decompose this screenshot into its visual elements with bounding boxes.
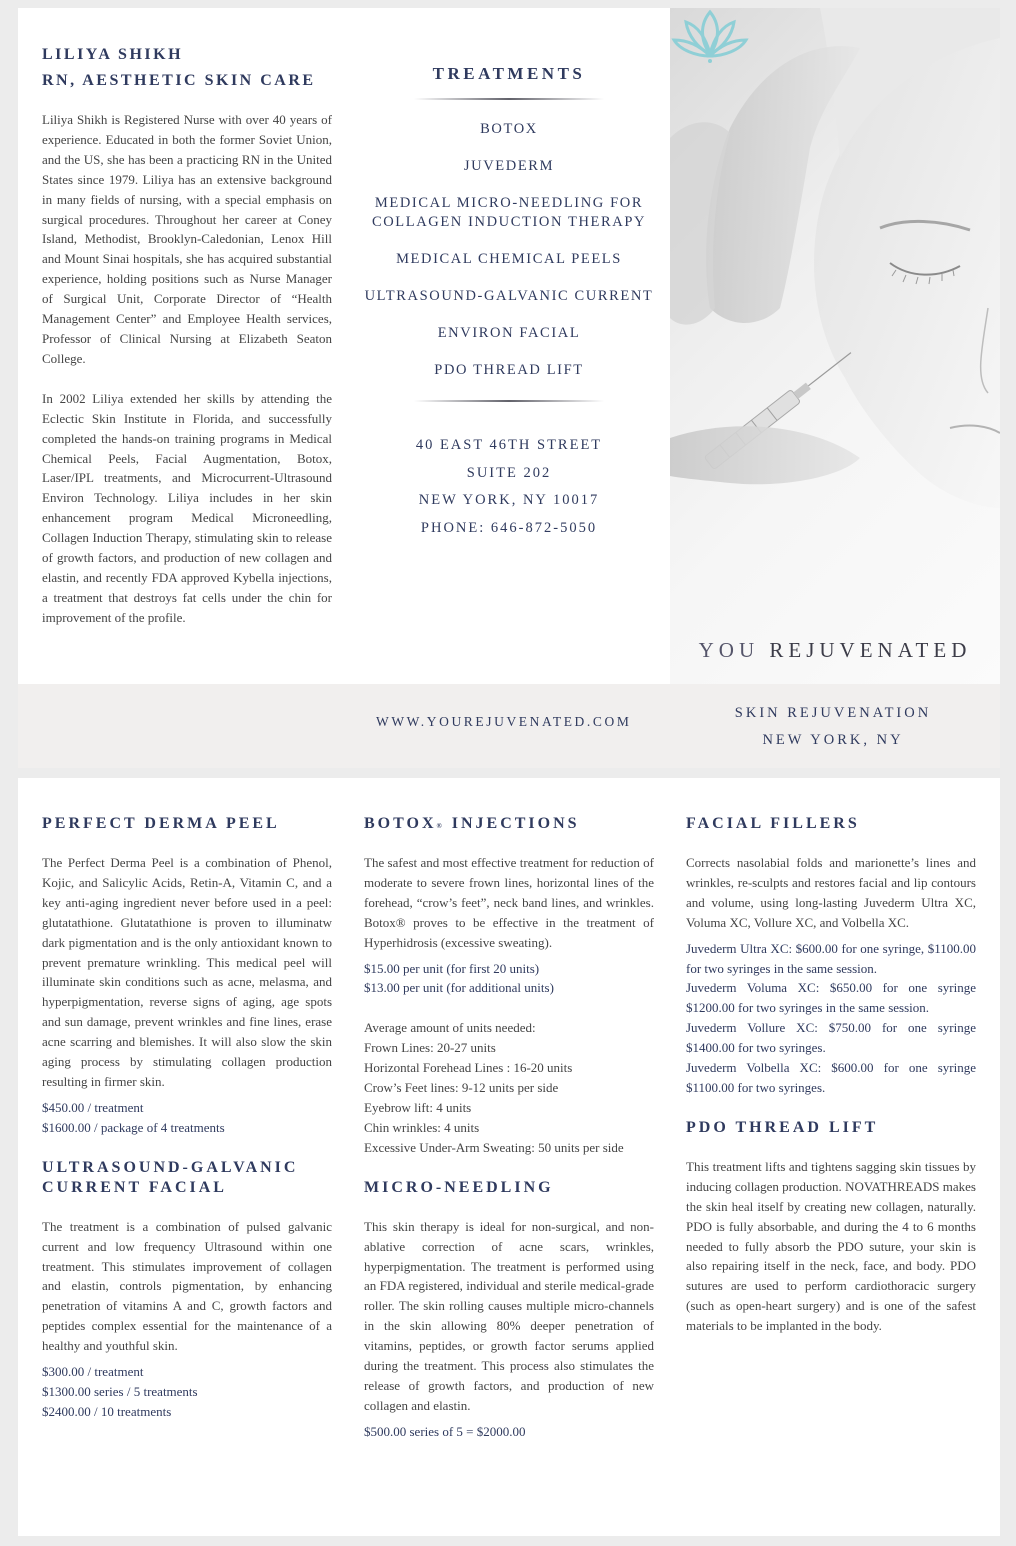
address-block bbox=[358, 432, 660, 542]
units-item: Crow’s Feet lines: 9-12 units per side bbox=[364, 1080, 559, 1096]
tagline-line-1: SKIN REJUVENATION bbox=[734, 705, 932, 721]
bio-column bbox=[42, 42, 332, 628]
divider bbox=[414, 98, 604, 100]
footer-band bbox=[18, 684, 1000, 768]
treatments-title: TREATMENTS bbox=[432, 64, 586, 83]
registered-mark: ® bbox=[436, 822, 445, 830]
units-item: Excessive Under-Arm Sweating: 50 units per side bbox=[364, 1139, 624, 1155]
brand-word-2: REJUVENATED bbox=[769, 638, 972, 662]
lotus-icon bbox=[670, 8, 750, 64]
price-line: $450.00 / treatment bbox=[42, 1099, 144, 1115]
price-line: Juvederm Vollure XC: $750.00 for one syringe $1400.00 for two syringes. bbox=[686, 1020, 976, 1056]
section-body: The Perfect Derma Peel is a combination of Phenol, Kojic, and Salicylic Acids, Retin-A, Vitamin C, and a key anti-aging ingredient never before used in a peel: glutatathione. Glutatathione is proven to illuminatw dark pigmentation and is the only antioxidant known to prevent premature wrinkling. This medical peel will illuminate skin conditions such as acne, melasma, and hyperpigmentation, reverse signs of aging, age spots and sun damage, prevent wrinkles and fine lines, erase acne scarring and blemishes. It will also slow the skin aging process by stimulating collagen production resulting in firmer skin. bbox=[42, 855, 332, 1089]
units-item: Frown Lines: 20-27 units bbox=[364, 1040, 496, 1056]
section-body: This treatment lifts and tightens sagging skin tissues by inducing collagen production. NOVATHREADS makes the skin heal itself by creating new collagen, naturally. PDO is fully absorbable, and during the 4 to 6 months needed to fully absorb the PDO suture, your skin is also repairing itself in the neck, face, and body. PDO sutures are used to perform cardiothoracic surgery (such as open-heart surgery) and is one of the safest materials to be implanted in the body. bbox=[686, 1158, 976, 1334]
treatment-item: MEDICAL MICRO-NEEDLING FOR COLLAGEN INDUCTION THERAPY bbox=[371, 195, 647, 230]
price-line: $13.00 per unit (for additional units) bbox=[364, 980, 554, 996]
tagline-line-2: NEW YORK, NY bbox=[762, 732, 904, 748]
section-microneedling bbox=[364, 1178, 654, 1442]
botox-title-suffix: INJECTIONS bbox=[444, 815, 580, 832]
column-right bbox=[686, 814, 976, 1336]
address-street: 40 EAST 46TH STREET bbox=[415, 437, 603, 453]
treatment-item: PDO THREAD LIFT bbox=[434, 362, 584, 378]
price-line: $1300.00 series / 5 treatments bbox=[42, 1383, 198, 1399]
bio-paragraph-2: In 2002 Liliya extended her skills by attending the Eclectic Skin Institute in Florida, and successfully completed the hands-on training programs in Medical Chemical Peels, Facial Augmentation, Botox, Laser/IPL treatments, and Microcurrent-Ultrasound Environ Technology. Liliya includes in her skin enhancement program Medical Microneedling, Collagen Induction Therapy, stimulating skin to release of growth factors, and production of new collagen and elastin, and recently FDA approved Kybella injections, a treatment that destroys fat cells under the chin for improvement of the profile. bbox=[42, 390, 332, 625]
price-line: $500.00 series of 5 = $2000.00 bbox=[364, 1423, 526, 1439]
price-line: $1600.00 / package of 4 treatments bbox=[42, 1119, 225, 1135]
column-middle bbox=[364, 814, 654, 1442]
section-title: PDO THREAD LIFT bbox=[686, 1118, 879, 1136]
divider bbox=[414, 400, 604, 402]
section-body: This skin therapy is ideal for non-surgical, and non-ablative correction of acne scars, wrinkles, hyperpigmentation. The treatment is performed using an FDA registered, individual and sterile medical-grade roller. The skin rolling causes multiple micro-channels in the skin allowing 80% deeper penetration of vitamins, peptides, or growth factor serums applied during the treatment. This process also stimulates the release of growth factors, and production of new collagen and elastin. bbox=[364, 1218, 654, 1413]
section-body: The safest and most effective treatment for reduction of moderate to severe frown lines, horizontal lines of the forehead, “crow’s feet”, neck band lines, and wrinkles. Botox® proves to be effective in the treatment of Hyperhidrosis (excessive sweating). bbox=[364, 855, 654, 950]
units-item: Eyebrow lift: 4 units bbox=[364, 1099, 472, 1115]
price-line: Juvederm Volbella XC: $600.00 for one syringe $1100.00 for two syringes. bbox=[686, 1060, 976, 1095]
treatment-item: JUVEDERM bbox=[463, 158, 555, 174]
units-heading: Average amount of units needed: bbox=[364, 1020, 536, 1036]
treatment-item: MEDICAL CHEMICAL PEELS bbox=[396, 251, 622, 267]
bio-credential: RN, AESTHETIC SKIN CARE bbox=[42, 72, 316, 89]
section-title: MICRO-NEEDLING bbox=[364, 1178, 554, 1196]
botox-title-text: BOTOX bbox=[364, 815, 437, 832]
section-pdo bbox=[686, 1118, 976, 1336]
brand-tagline bbox=[708, 700, 958, 754]
treatment-item: ENVIRON FACIAL bbox=[437, 325, 581, 341]
brochure-inside-panel bbox=[18, 778, 1000, 1536]
website-url: WWW.YOUREJUVENATED.COM bbox=[376, 714, 632, 729]
price-line: Juvederm Ultra XC: $600.00 for one syringe, $1100.00 for two syringes in the same session. bbox=[686, 940, 976, 976]
price-line: Juvederm Voluma XC: $650.00 for one syringe $1200.00 for two syringes in the same session. bbox=[686, 980, 976, 1016]
price-line: $2400.00 / 10 treatments bbox=[42, 1403, 172, 1419]
price-line: $15.00 per unit (for first 20 units) bbox=[364, 960, 540, 976]
face-illustration bbox=[670, 8, 1000, 684]
treatment-item: ULTRASOUND-GALVANIC CURRENT bbox=[364, 288, 654, 304]
section-ultrasound bbox=[42, 1158, 332, 1422]
bio-name: LILIYA SHIKH bbox=[42, 46, 184, 63]
section-fillers bbox=[686, 814, 976, 1098]
units-item: Horizontal Forehead Lines : 16-20 units bbox=[364, 1060, 573, 1076]
brochure-outside-panel bbox=[18, 8, 1000, 768]
section-body: The treatment is a combination of pulsed galvanic current and low frequency Ultrasound within one treatment. This stimulates improvement of collagen and elastin, controls pigmentation, by enhancing penetration of vitamins A and C, growth factors and peptides complex essential for the maintenance of a healthy and youthful skin. bbox=[42, 1218, 332, 1354]
units-item: Chin wrinkles: 4 units bbox=[364, 1119, 480, 1135]
treatments-column bbox=[358, 64, 660, 542]
bio-heading bbox=[42, 42, 332, 94]
section-title: PERFECT DERMA PEEL bbox=[42, 815, 280, 832]
price-line: $300.00 / treatment bbox=[42, 1364, 144, 1380]
section-title: FACIAL FILLERS bbox=[686, 815, 860, 832]
phone-number: PHONE: 646-872-5050 bbox=[420, 519, 598, 536]
section-body: Corrects nasolabial folds and marionette’s lines and wrinkles, re-sculpts and restores facial and lip contours and volume, using long-lasting Juvederm Ultra XC, Voluma XC, Vollure XC, and Volbella XC. bbox=[686, 855, 976, 930]
section-title: ULTRASOUND-GALVANIC CURRENT FACIAL bbox=[42, 1158, 299, 1196]
treatments-list bbox=[358, 120, 660, 380]
bio-paragraph-1: Liliya Shikh is Registered Nurse with over 40 years of experience. Educated in both the former Soviet Union, and the US, she has been a practicing RN in the United States since 1979. Liliya has an extensive background in many fields of nursing, with a special emphasis on surgical procedures. Throughout her career at Coney Island, Methodist, Brooklyn-Caledonian, Lenox Hill and Mount Sinai hospitals, she has acquired substantial experience, holding positions such as Nurse Manager of Surgical Unit, Corporate Director of “Health Management Center” and Employee Health services, Professor of Clinical Nursing at Elizabeth Seaton College. bbox=[42, 112, 332, 366]
section-botox bbox=[364, 814, 654, 1158]
address-suite: SUITE 202 bbox=[466, 464, 552, 481]
column-left bbox=[42, 814, 332, 1422]
brand-name bbox=[670, 638, 1000, 663]
face-injection-photo bbox=[670, 8, 1000, 684]
treatment-item: BOTOX bbox=[480, 121, 538, 137]
section-title bbox=[364, 814, 654, 834]
address-city: NEW YORK, NY 10017 bbox=[418, 492, 600, 508]
section-derma-peel bbox=[42, 814, 332, 1138]
brand-word-1: YOU bbox=[698, 638, 760, 662]
